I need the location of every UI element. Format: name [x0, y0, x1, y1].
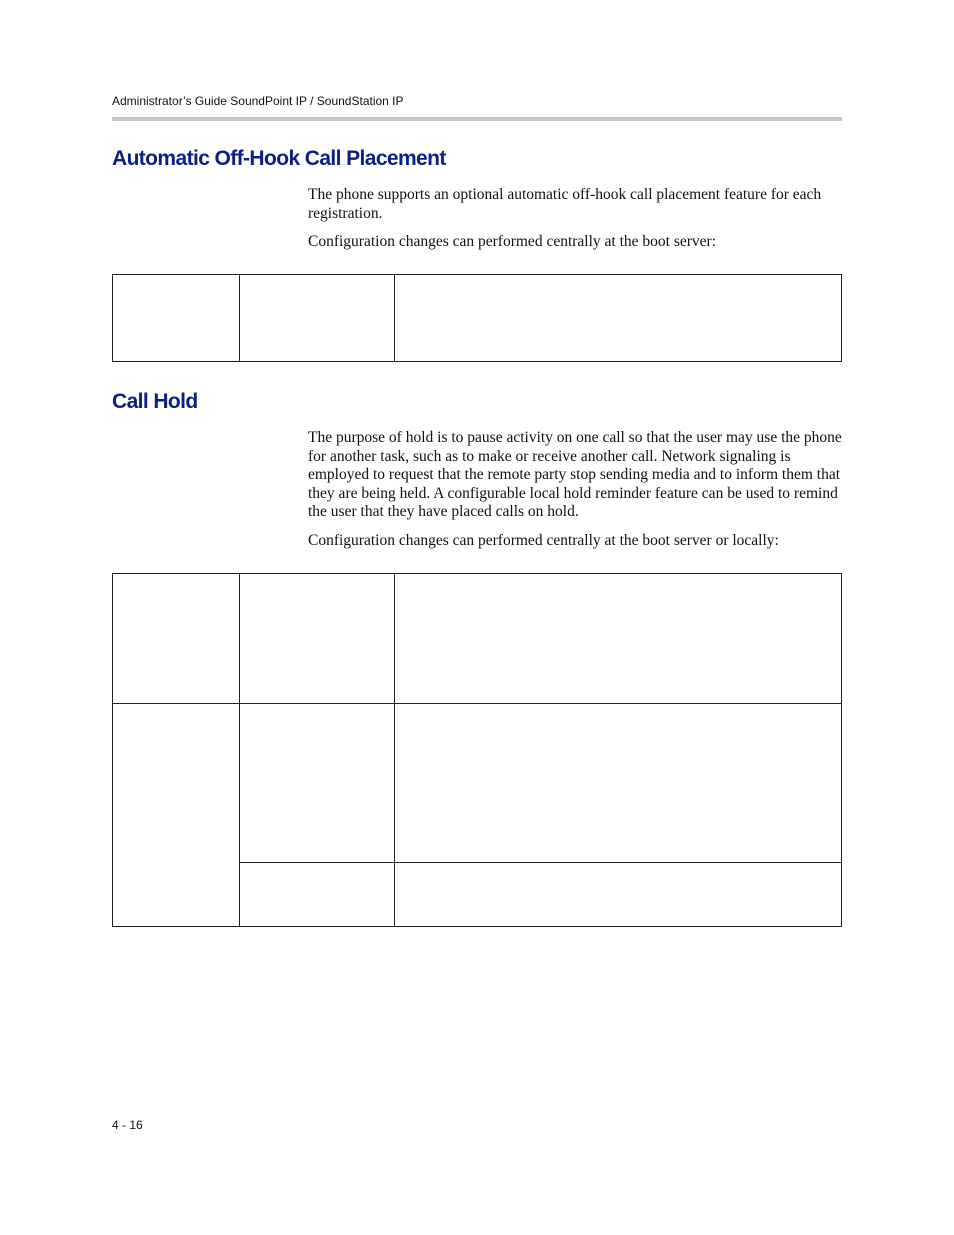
section-heading-auto-off-hook: Automatic Off-Hook Call Placement: [112, 147, 446, 170]
table-cell: [395, 863, 842, 927]
table-row: [113, 704, 842, 863]
page-number: 4 - 16: [112, 1118, 143, 1132]
table-cell: [113, 704, 240, 927]
config-table-call-hold: [112, 573, 842, 927]
header-rule: [112, 117, 842, 121]
table-cell: [395, 704, 842, 863]
table-cell: [240, 275, 395, 362]
table-cell: [113, 275, 240, 362]
section-paragraph: The purpose of hold is to pause activity on one call so that the user may use the phone for another task, such as to make or receive another call. Network signaling is employed to request that the remote party stop sending media and to inform them that they are being held. A configurable local hold reminder feature can be used to remind the user that they have placed calls on hold.: [308, 429, 842, 521]
table-cell: [240, 704, 395, 863]
table-cell: [240, 574, 395, 704]
section-paragraph: Configuration changes can performed centrally at the boot server or locally:: [308, 532, 779, 549]
config-table-auto-off-hook: [112, 274, 842, 362]
section-heading-call-hold: Call Hold: [112, 390, 198, 413]
table-cell: [395, 574, 842, 704]
running-header: Administrator’s Guide SoundPoint IP / SoundStation IP: [112, 94, 404, 108]
section-paragraph: The phone supports an optional automatic off-hook call placement feature for each registration.: [308, 186, 822, 222]
table-row: [113, 275, 842, 362]
table-cell: [113, 574, 240, 704]
table-row: [113, 574, 842, 704]
table-cell: [240, 863, 395, 927]
table-cell: [395, 275, 842, 362]
section-paragraph: Configuration changes can performed centrally at the boot server:: [308, 233, 717, 250]
